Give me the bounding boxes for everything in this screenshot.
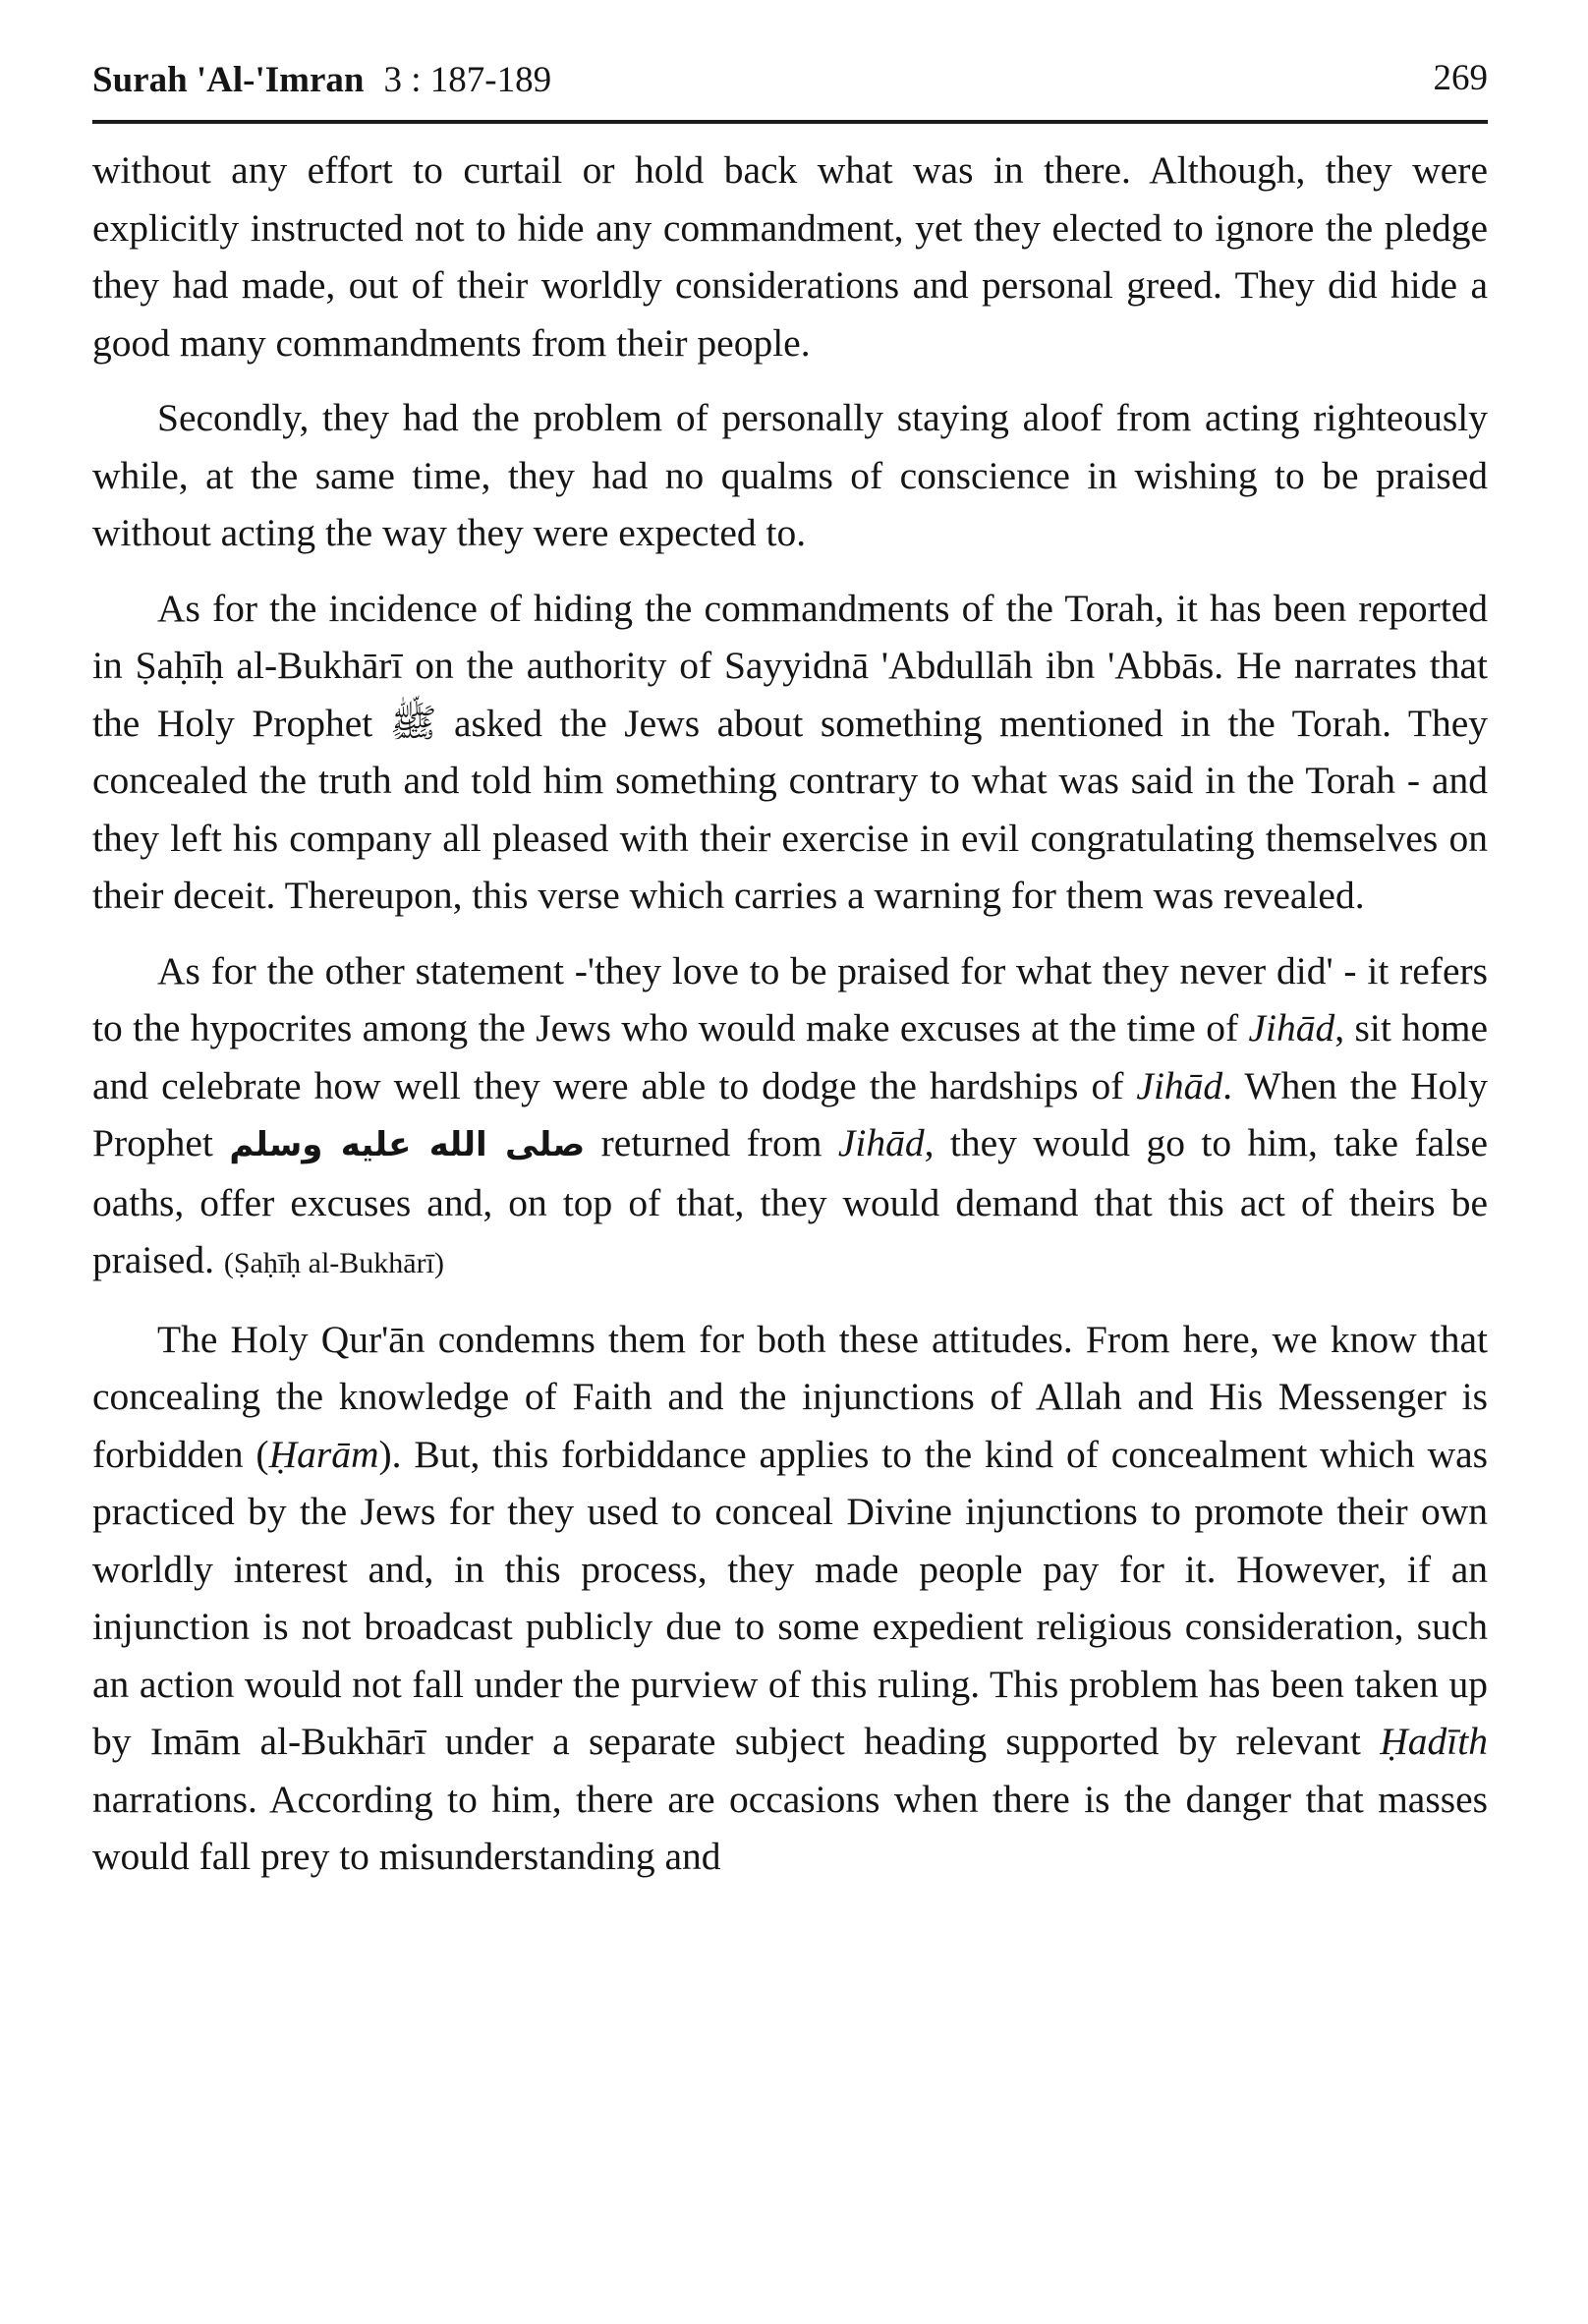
arabic-salutation: صلى الله عليه وسلم	[229, 1125, 586, 1164]
paragraph-3	[92, 580, 1488, 925]
term-jihad: Jihād	[1136, 1063, 1223, 1107]
paragraph-5-text-c: narrations. According to him, there are occasions when there is the danger that masses would fall prey to misunderstanding and	[92, 1777, 1488, 1878]
paragraph-5-text-a: The Holy Qur'ān condemns them for both these attitudes. From here, we know that concealing the knowledge of Faith and the injunctions of Allah and His Messenger is forbidden (	[92, 1317, 1488, 1476]
term-jihad: Jihād	[1248, 1006, 1335, 1049]
paragraph-5-text-b: ). But, this forbiddance applies to the kind of concealment which was practiced by the Jews for they used to conceal Divine injunctions to promote their own worldly interest and, in this process, they made people pay for it. However, if an injunction is not broadcast publicly due to some expedient religious consideration, such an action would not fall under the purview of this ruling. This problem has been taken up by Imām al-Bukhārī under a separate subject heading supported by relevant	[92, 1432, 1488, 1763]
term-jihad: Jihād	[837, 1121, 925, 1164]
paragraph-5	[92, 1311, 1488, 1886]
paragraph-4-text-d: returned from	[600, 1121, 822, 1164]
header-rule	[92, 120, 1488, 124]
body-text	[92, 142, 1488, 1903]
paragraph-4-text-b: , sit home and celebrate how well they were able to dodge the hardships of	[92, 1006, 1489, 1107]
page-number: 269	[1433, 58, 1488, 98]
term-haram: Ḥarām	[268, 1432, 379, 1476]
header-title	[92, 59, 551, 101]
verse-reference: 3 : 187-189	[383, 60, 552, 100]
running-header	[92, 51, 1488, 106]
paragraph-3-text-a: As for the incidence of hiding the commandments of the Torah, it has been reported in Ṣaḥīḥ al-Bukhārī on the authority of Sayyidnā 'Abdullāh ibn 'Abbās. He narrates that the Holy Prophet	[92, 586, 1488, 745]
term-hadith: Ḥadīth	[1380, 1720, 1488, 1763]
book-page	[92, 51, 1489, 1878]
paragraph-3-text-b: asked the Jews about something mentioned in the Torah. They concealed the truth and told him something contrary to what was said in the Torah - and they left his company all pleased with their exercise in evil congratulating themselves on their deceit. Thereupon, this verse which carries a warning for them was revealed.	[92, 701, 1489, 917]
salutation-glyph: ﷺ	[389, 701, 437, 745]
paragraph-2: Secondly, they had the problem of personally staying aloof from acting righteously while, at the same time, they had no qualms of conscience in wishing to be praised without acting the way they were expected to.	[92, 396, 1488, 554]
paragraph-4-text-e: , they would go to him, take false oaths, offer excuses and, on top of that, they would demand that this act of theirs be praised.	[92, 1121, 1489, 1281]
paragraph-1: without any effort to curtail or hold back what was in there. Although, they were explicitly instructed not to hide any commandment, yet they elected to ignore the pledge they had made, out of their worldly considerations and personal greed. They did hide a good many commandments from their people.	[92, 148, 1488, 365]
paragraph-4	[92, 942, 1488, 1293]
surah-name: Surah 'Al-'Imran	[92, 60, 365, 100]
citation: (Ṣaḥīḥ al-Bukhārī)	[223, 1247, 444, 1279]
paragraph-4-text-c: . When the Holy Prophet	[92, 1063, 1489, 1164]
paragraph-4-text-a: As for the other statement -'they love to be praised for what they never did' - it refers to the hypocrites among the Jews who would make excuses at the time of	[92, 948, 1488, 1049]
